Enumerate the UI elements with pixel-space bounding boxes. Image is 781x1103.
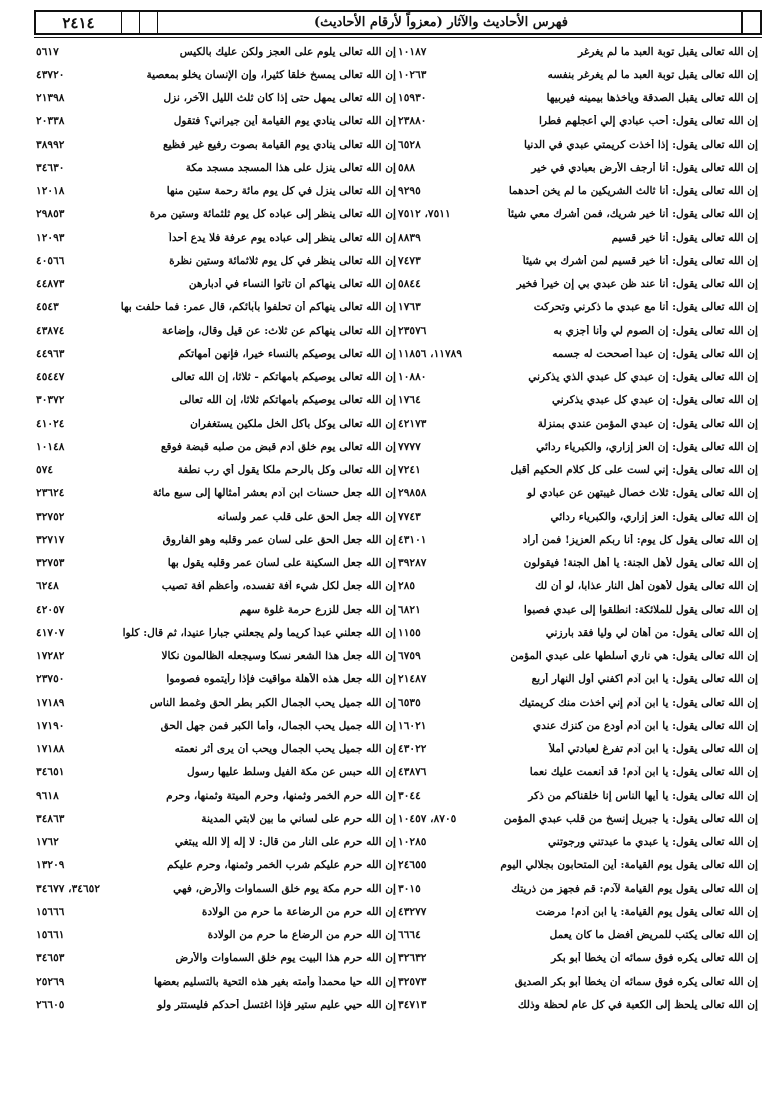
entry-number: ٧٥١١، ٧٥١٢: [398, 208, 451, 221]
index-entry: [398, 505, 758, 528]
entry-number: ٢١٤٨٧: [398, 673, 427, 686]
entry-number: ٤٥٤٣: [36, 301, 59, 314]
index-entry: [36, 645, 396, 668]
entry-number: ٣٤٧١٣: [398, 998, 427, 1011]
entry-number: ٧٧٤٣: [398, 510, 421, 523]
entry-text: إن الله حيي عليم ستير فإذا اغتسل أحدكم فليستتر ولو: [157, 998, 396, 1011]
index-entry: [36, 226, 396, 249]
index-entry: [36, 63, 396, 86]
index-entry: [36, 598, 396, 621]
entry-number: ٢١٣٩٨: [36, 92, 65, 105]
entry-text: إن الله جعل هذا الشعر نسكا وسيجعله الظالمون نكالا: [161, 650, 396, 663]
entry-text: إن الله جعل الحق على قلب عمر ولسانه: [217, 510, 396, 523]
header-rule: [34, 37, 762, 38]
entry-number: ٣٢٧٥٣: [36, 557, 65, 570]
index-entry: [36, 389, 396, 412]
entry-number: ٣٠٤٤: [398, 789, 421, 802]
header-cell: [742, 12, 760, 33]
index-entry: [398, 87, 758, 110]
index-entry: [398, 645, 758, 668]
entry-text: إن الله تعالى يقول: يا ابن آدم أودع من كنزك عندي: [532, 719, 758, 732]
entry-number: ١٥٦٦١: [36, 929, 65, 942]
entry-text: إن الله حرم عليكم شرب الخمر وثمنها، وحرم عليكم: [166, 859, 396, 872]
page-title: فهرس الأحاديث والآثار (معزواً لأرقام الأحاديث): [314, 15, 568, 30]
entry-text: إن الله تعالى يقول: يا جبريل إنسخ من قلب عبدي المؤمن: [503, 812, 758, 825]
entry-number: ٧٤٧٣: [398, 254, 421, 267]
entry-text: إن الله حرم من الرضاع ما حرم من الولادة: [207, 929, 396, 942]
entry-text: إن الله حرم هذا البيت يوم خلق السماوات والأرض: [175, 952, 396, 965]
index-entry: [398, 180, 758, 203]
index-entry: [398, 691, 758, 714]
entry-number: ١٧٦٤: [398, 394, 421, 407]
entry-number: ٣٤٦٥٣: [36, 952, 65, 965]
entry-number: ٤٢٠٥٧: [36, 603, 65, 616]
index-entry: [398, 552, 758, 575]
index-entry: [398, 389, 758, 412]
entry-number: ٤٣٢٧٧: [398, 905, 427, 918]
entry-number: ٦٢٤٨: [36, 580, 59, 593]
entry-text: إن الله تعالى يقول يوم القيامة لآدم: قم فجهز من ذريتك: [511, 882, 758, 895]
index-entry: [398, 273, 758, 296]
entry-text: إن الله تعالى يوصيكم بأمهاتكم - ثلاثا، إن الله تعالى: [171, 371, 396, 384]
entry-text: إن الله تعالى يقول: أنا خير قسيم لمن أشرك بي شيئاً: [522, 254, 758, 267]
entry-text: إن الله تعالى يقول: أنا عند ظن عبدي بي إن خيراً فخير: [516, 278, 758, 291]
entry-text: إن الله حرم على النار من قال: لا إله إلا الله يبتغي: [174, 836, 396, 849]
index-entry: [36, 40, 396, 63]
entry-text: إن الله تعالى ينهاكم عن ثلاث: عن قيل وقال، وإضاعة: [162, 324, 396, 337]
entry-number: ٨٧٠٥، ١٠٤٥٧: [398, 812, 457, 825]
entry-number: ٩٦١٨: [36, 789, 59, 802]
entry-number: ٧٧٧٧: [398, 440, 421, 453]
entry-number: ٦٦٦٤: [398, 929, 421, 942]
entry-text: إن الله تعالى ينظر إلى عباده كل يوم ثلثمائة وستين مرة: [149, 208, 396, 221]
index-entry: [36, 273, 396, 296]
index-entry: [398, 63, 758, 86]
index-entry: [36, 900, 396, 923]
entry-text: إن الله حرم من الرضاعة ما حرم من الولادة: [201, 905, 396, 918]
entry-text: إن الله تعالى يكره فوق سمائه أن يخطأ أبو بكر الصديق: [514, 975, 758, 988]
entry-text: إن الله تعالى ينادي يوم القيامة أين جيراني؟ فتقول: [173, 115, 396, 128]
entry-text: إن الله تعالى يقول: إن الصوم لي وأنا أجزي به: [553, 324, 758, 337]
index-entry: [398, 40, 758, 63]
entry-text: إن الله جعل هذه الأهلة مواقيت فإذا رأيتموه فصوموا: [166, 673, 396, 686]
index-entry: [398, 807, 758, 830]
index-entry: [398, 900, 758, 923]
entry-number: ١١٧٨٩، ١١٨٥٦: [398, 347, 463, 360]
index-entry: [36, 180, 396, 203]
entry-number: ٩٢٩٥: [398, 185, 421, 198]
entry-text: إن الله تعالى يكره فوق سمائه أن يخطأ أبو بكر: [551, 952, 758, 965]
entry-number: ٣٤٦٣٠: [36, 161, 65, 174]
entry-number: ٢٩٨٥٣: [36, 208, 65, 221]
index-entry: [398, 947, 758, 970]
index-entry: [36, 668, 396, 691]
entry-number: ٣٢٧١٧: [36, 533, 65, 546]
entry-number: ٤٤٩٦٣: [36, 347, 65, 360]
entry-number: ٤٢١٧٣: [398, 417, 427, 430]
entry-text: إن الله تعالى يقول يوم القيامة: أين المتحابون بجلالي اليوم: [500, 859, 758, 872]
entry-text: إن الله جعل للزرع حرمة غلوة سهم: [239, 603, 396, 616]
entry-text: إن الله تعالى يقول: أنا خير قسيم: [611, 231, 758, 244]
index-entry: [36, 482, 396, 505]
index-entry: [398, 366, 758, 389]
entry-text: إن الله تعالى يلوم على العجز ولكن عليك بالكيس: [179, 45, 396, 58]
page-header: [34, 10, 762, 35]
entry-number: ٤٠٥٦٦: [36, 254, 65, 267]
index-entry: [36, 970, 396, 993]
index-entry: [36, 621, 396, 644]
entry-text: إن الله تعالى يقول: إذا أخذت كريمتي عبدي في الدنيا: [524, 138, 758, 151]
entry-number: ١٧٢٨٢: [36, 650, 65, 663]
index-entry: [36, 203, 396, 226]
entry-text: إن الله تعالى يقول: هي ناري أسلطها على عبدي المؤمن: [510, 650, 758, 663]
entry-number: ٦٥٢٨: [398, 138, 421, 151]
entry-text: إن الله جميل يحب الجمال الكبر بطر الحق وغمط الناس: [149, 696, 396, 709]
entry-text: إن الله تعالى يقول: أنا مع عبدي ما ذكرني وتحركت: [533, 301, 758, 314]
entry-number: ١٢٠٩٣: [36, 231, 65, 244]
entry-number: ١١٥٥: [398, 626, 421, 639]
entry-number: ٧٢٤١: [398, 464, 421, 477]
entry-number: ٥٧٤: [36, 464, 54, 477]
index-entry: [36, 249, 396, 272]
header-cell: [140, 12, 158, 33]
index-entry: [398, 924, 758, 947]
index-entry: [36, 366, 396, 389]
index-entry: [398, 993, 758, 1016]
entry-text: إن الله جعل السكينة على لسان عمر وقلبه يقول بها: [167, 557, 396, 570]
index-entry: [36, 784, 396, 807]
entry-text: إن الله تعالى يقول: إن العز إزاري، والكبرياء ردائي: [536, 440, 758, 453]
entry-text: إن الله جعلني عبداً كريما ولم يجعلني جبارا عنيدا، ثم قال: كلوا: [122, 626, 396, 639]
index-entry: [36, 877, 396, 900]
index-entry: [398, 714, 758, 737]
index-entry: [398, 110, 758, 133]
entry-number: ١٧١٨٨: [36, 743, 65, 756]
entry-text: إن الله تعالى يقبل توبة العبد ما لم يغرغر بنفسه: [547, 68, 758, 81]
entry-text: إن الله تعالى ينهاكم أن تحلفوا بآبائكم، قال عمر: فما حلفت بها: [120, 301, 396, 314]
entry-text: إن الله جعل لكل شيء آفة تفسده، وأعظم آفة تصيب: [161, 580, 396, 593]
entry-text: إن الله تعالى يقول: إن عبدي كل عبدي الذي يذكرني: [528, 371, 758, 384]
entry-text: إن الله تعالى يقول: يا عبدي ما عبدتني ورجوتني: [547, 836, 758, 849]
entry-text: إن الله تعالى وكل بالرحم ملكا يقول أي رب نطفة: [177, 464, 396, 477]
index-entry: [36, 505, 396, 528]
entry-number: ٢٥٢٦٩: [36, 975, 65, 988]
entry-text: إن الله تعالى يقبل توبة العبد ما لم يغرغر: [577, 45, 758, 58]
index-entry: [398, 435, 758, 458]
index-entry: [398, 854, 758, 877]
index-entry: [398, 738, 758, 761]
entry-number: ٢٣٦٢٤: [36, 487, 65, 500]
entry-text: إن الله تعالى يقول لأهل الجنة: يا أهل الجنة! فيقولون: [523, 557, 758, 570]
index-entry: [398, 621, 758, 644]
entry-text: إن الله تعالى يقول: إن عبدي كل عبدي يذكرني: [551, 394, 758, 407]
index-entry: [398, 319, 758, 342]
entry-text: إن الله تعالى ينظر إلى عباده يوم عرفة فلا يدع أحداً: [168, 231, 396, 244]
entry-text: إن الله حبس عن مكة الفيل وسلط عليها رسول: [186, 766, 396, 779]
entry-text: إن الله تعالى يقول: إني لست على كل كلام الحكيم أقبل: [510, 464, 758, 477]
entry-text: إن الله جميل يحب الجمال ويحب أن يرى أثر نعمته: [174, 743, 396, 756]
header-cell: [122, 12, 140, 33]
index-entry: [398, 412, 758, 435]
index-entry: [398, 668, 758, 691]
index-entry: [36, 87, 396, 110]
entry-text: إن الله تعالى ينادي يوم القيامة بصوت رفيع غير فظيع: [162, 138, 396, 151]
index-entry: [398, 342, 758, 365]
index-entry: [36, 831, 396, 854]
entry-number: ٣٠١٥: [398, 882, 421, 895]
entry-number: ٨٨٣٩: [398, 231, 421, 244]
entry-text: إن الله تعالى ينهاكم أن تأتوا النساء في أدبارهن: [188, 278, 396, 291]
entry-text: إن الله تعالى يوم خلق آدم قبض من صلبه قبضة فوقع: [160, 440, 396, 453]
entry-number: ١٥٩٣٠: [398, 92, 427, 105]
entry-number: ٤١٠٢٤: [36, 417, 65, 430]
index-entry: [36, 761, 396, 784]
entry-number: ١٧١٨٩: [36, 696, 65, 709]
index-entry: [36, 947, 396, 970]
entry-number: ١٠٢٨٥: [398, 836, 427, 849]
entry-number: ٣٢٦٣٢: [398, 952, 427, 965]
entry-number: ٤٥٤٤٧: [36, 371, 65, 384]
entry-text: إن الله تعالى يقول: أنا أرجف الأرض بعبادي في خير: [531, 161, 758, 174]
index-entry: [398, 528, 758, 551]
entry-text: إن الله تعالى يقول لأهون أهل النار عذابا، لو أن لك: [535, 580, 758, 593]
entry-number: ١٧١٩٠: [36, 719, 65, 732]
entry-number: ٣٠٣٧٢: [36, 394, 65, 407]
entry-text: إن الله تعالى يقول يوم القيامة: يا ابن آدم! مرضت: [535, 905, 758, 918]
entry-number: ٤٣٧٢٠: [36, 68, 65, 81]
entry-number: ١٠١٨٧: [398, 45, 427, 58]
index-entry: [36, 528, 396, 551]
right-column: [398, 40, 758, 1017]
entry-number: ٥٦١٧: [36, 45, 59, 58]
index-entry: [398, 784, 758, 807]
entry-number: ٦٧٥٩: [398, 650, 421, 663]
index-entry: [36, 807, 396, 830]
entry-text: إن الله جعل حسنات ابن آدم بعشر أمثالها إلى سبع مائة: [152, 487, 396, 500]
entry-number: ١٧٦٣: [398, 301, 421, 314]
entry-text: إن الله تعالى يقول كل يوم: أنا ربكم العزيز! فمن أراد: [522, 533, 758, 546]
entry-text: إن الله تعالى يقول: العز إزاري، والكبرياء ردائي: [550, 510, 758, 523]
entry-text: إن الله تعالى يقول: من أهان لي وليا فقد بارزني: [545, 626, 758, 639]
entry-text: إن الله تعالى يقبل الصدقة ويأخذها بيمينه فيربيها: [546, 92, 758, 105]
index-entry: [398, 761, 758, 784]
index-entry: [398, 133, 758, 156]
entry-text: إن الله تعالى يقول: ثلاث خصال غيبتهن عن عبادي لو: [527, 487, 758, 500]
index-entry: [36, 738, 396, 761]
entry-text: إن الله جميل يحب الجمال، وأما الكبر فمن جهل الحق: [160, 719, 396, 732]
index-entry: [36, 133, 396, 156]
entry-number: ٥٨٨: [398, 161, 416, 174]
index-entry: [36, 319, 396, 342]
entry-text: إن الله تعالى يوكل بأكل الخل ملكين يستغفران: [190, 417, 396, 430]
entry-number: ٤٣٨٧٤: [36, 324, 65, 337]
index-entry: [36, 296, 396, 319]
entry-text: إن الله تعالى يقول: أنا خير شريك، فمن أشرك معي شيئاً: [507, 208, 758, 221]
entry-text: إن الله تعالى يقول: يا ابن آدم اكفني أول النهار أربع: [531, 673, 758, 686]
index-entry: [398, 831, 758, 854]
entry-number: ٢٣٧٥٠: [36, 673, 65, 686]
entry-text: إن الله تعالى ينزل في كل يوم مائة رحمة ستين منها: [166, 185, 396, 198]
entry-number: ٥٨٤٤: [398, 278, 421, 291]
index-entry: [36, 575, 396, 598]
entry-text: إن الله جعل الحق على لسان عمر وقلبه وهو الفاروق: [162, 533, 396, 546]
entry-number: ١٠١٤٨: [36, 440, 65, 453]
entry-text: إن الله تعالى يقول: يا أيها الناس إنا خلقناكم من ذكر: [528, 789, 758, 802]
entry-number: ٣٤٦٥٢، ٣٤٦٧٧: [36, 882, 101, 895]
index-entry: [398, 970, 758, 993]
entry-text: إن الله حرم الخمر وثمنها، وحرم الميتة وثمنها، وحرم: [166, 789, 396, 802]
entry-text: إن الله تعالى يقول: إن عبداً أصححت له جسمه: [552, 347, 758, 360]
entry-text: إن الله تعالى يقول: أحب عبادي إلي أعجلهم فطرا: [538, 115, 758, 128]
entry-number: ٣٤٨٦٣: [36, 812, 65, 825]
entry-number: ٢٨٥: [398, 580, 416, 593]
entry-number: ٤٣٨٧٦: [398, 766, 427, 779]
entry-number: ١٣٢٠٩: [36, 859, 65, 872]
entry-number: ١٧٦٢: [36, 836, 59, 849]
entry-text: إن الله تعالى يمسخ خلقا كثيرا، وإن الإنسان يخلو بمعصية: [146, 68, 396, 81]
entry-text: إن الله تعالى ينزل على هذا المسجد مسجد مكة: [185, 161, 396, 174]
entry-number: ٣٢٧٥٢: [36, 510, 65, 523]
index-entry: [398, 459, 758, 482]
entry-text: إن الله تعالى يوصيكم بأمهاتكم ثلاثا، إن الله تعالى: [179, 394, 396, 407]
entry-number: ٤١٧٠٧: [36, 626, 65, 639]
entry-number: ٤٣١٠١: [398, 533, 427, 546]
index-entry: [36, 993, 396, 1016]
entry-text: إن الله تعالى ينظر في كل يوم ثلاثمائة وستين نظرة: [169, 254, 396, 267]
index-entry: [36, 435, 396, 458]
index-entry: [36, 854, 396, 877]
entry-text: إن الله حرم مكة يوم خلق السماوات والأرض، فهي: [173, 882, 396, 895]
index-entry: [398, 249, 758, 272]
index-entry: [36, 691, 396, 714]
entry-number: ٢٣٥٧٦: [398, 324, 427, 337]
entry-number: ٣٤٦٥١: [36, 766, 65, 779]
entry-number: ١٠٨٨٠: [398, 371, 427, 384]
index-entry: [398, 156, 758, 179]
index-entry: [36, 156, 396, 179]
index-entry: [36, 110, 396, 133]
index-entry: [36, 714, 396, 737]
index-entry: [398, 877, 758, 900]
entry-number: ٢٤٦٥٥: [398, 859, 427, 872]
entry-text: إن الله تعالى يقول للملائكة: انطلقوا إلى عبدي فصبوا: [523, 603, 758, 616]
index-entry: [36, 342, 396, 365]
index-entry: [398, 296, 758, 319]
entry-text: إن الله تعالى يكتب للمريض أفضل ما كان يعمل: [549, 929, 758, 942]
page-number: ٢٤١٤: [36, 12, 122, 33]
entry-number: ١٢٠١٨: [36, 185, 65, 198]
entry-number: ٢٦٦٠٥: [36, 998, 65, 1011]
entry-number: ٣٢٥٧٣: [398, 975, 427, 988]
entry-text: إن الله تعالى يقول: يا ابن آدم إني أخذت منك كريمتيك: [519, 696, 758, 709]
entry-text: إن الله تعالى يوصيكم بالنساء خيرا، فإنهن أمهاتكم: [178, 347, 396, 360]
entry-text: إن الله تعالى يلحظ إلى الكعبة في كل عام لحظة وذلك: [517, 998, 758, 1011]
entry-text: إن الله تعالى يقول: إن عبدي المؤمن عندي بمنزلة: [537, 417, 758, 430]
entry-number: ٢٠٣٣٨: [36, 115, 65, 128]
entry-number: ٤٤٨٧٣: [36, 278, 65, 291]
left-column: [36, 40, 396, 1017]
entry-number: ٢٣٨٨٠: [398, 115, 427, 128]
entry-number: ٣٩٢٨٧: [398, 557, 427, 570]
entry-text: إن الله حيا محمداً وأمته بغير هذه التحية بالتسليم بعضها: [153, 975, 396, 988]
index-entry: [36, 552, 396, 575]
index-entry: [398, 482, 758, 505]
index-entry: [398, 203, 758, 226]
entry-number: ١٠٢٦٣: [398, 68, 427, 81]
entry-text: إن الله حرم على لساني ما بين لابتي المدينة: [201, 812, 396, 825]
index-entry: [36, 412, 396, 435]
entry-number: ٤٣٠٢٢: [398, 743, 427, 756]
entry-text: إن الله تعالى يقول: أنا ثالث الشريكين ما لم يخن أحدهما: [508, 185, 758, 198]
entry-text: إن الله تعالى يقول: يا ابن آدم تفرغ لعبادتي أملأ: [548, 743, 758, 756]
index-entry: [398, 226, 758, 249]
header-cell: [724, 12, 742, 33]
entry-number: ٢٩٨٥٨: [398, 487, 427, 500]
index-entry: [398, 575, 758, 598]
entry-text: إن الله تعالى يقول: يا ابن آدم! قد أنعمت عليك نعما: [529, 766, 758, 779]
index-entry: [36, 924, 396, 947]
index-entry: [398, 598, 758, 621]
entry-text: إن الله تعالى يمهل حتى إذا كان ثلث الليل الآخر، نزل: [163, 92, 396, 105]
entry-number: ٦٨٢١: [398, 603, 421, 616]
entry-number: ١٥٦٦٦: [36, 905, 65, 918]
entry-number: ١٦٠٢١: [398, 719, 427, 732]
entry-number: ٣٨٩٩٢: [36, 138, 65, 151]
index-entry: [36, 459, 396, 482]
entry-number: ٦٥٣٥: [398, 696, 421, 709]
